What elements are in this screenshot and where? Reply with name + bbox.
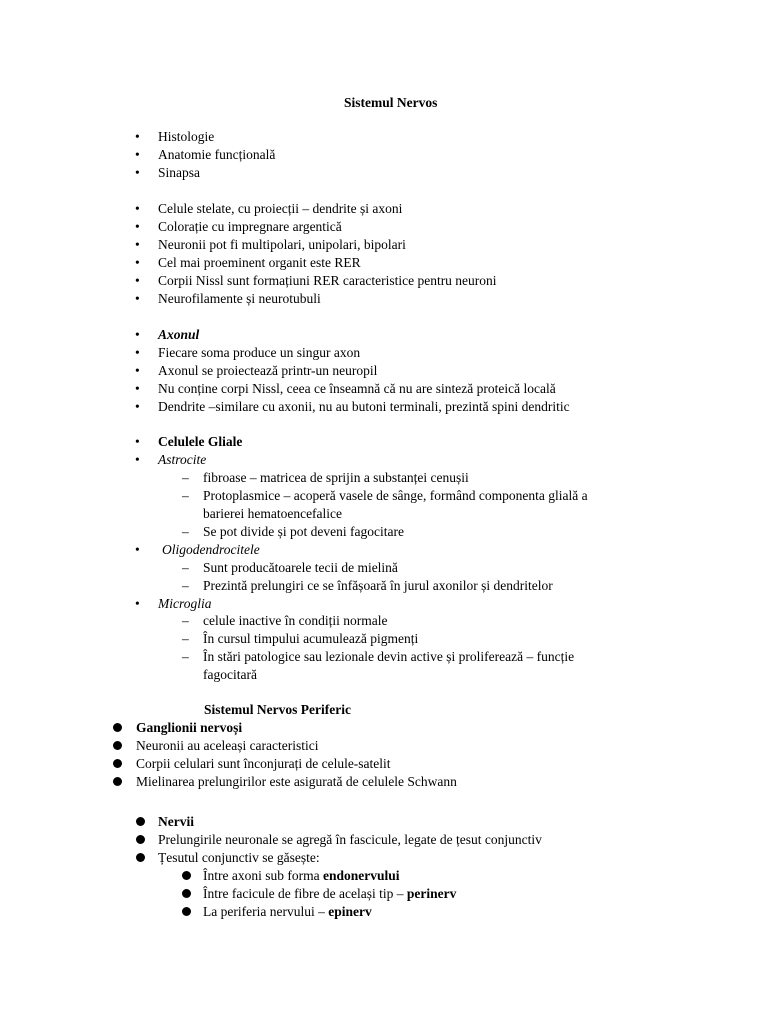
- section-title-periferic: Sistemul Nervos Periferic: [204, 702, 351, 717]
- list-item: Colorație cu impregnare argentică: [158, 219, 342, 234]
- subheading-microglia: Microglia: [158, 596, 212, 611]
- dash-icon: –: [182, 560, 189, 575]
- list-item: Anatomie funcțională: [158, 147, 276, 162]
- list-item-continuation: barierei hematoencefalice: [203, 506, 343, 521]
- list-item: Neuronii au aceleași caracteristici: [136, 738, 319, 753]
- list-item: Cel mai proeminent organit este RER: [158, 255, 361, 270]
- list-item: [203, 885, 456, 903]
- list-item: Fiecare soma produce un singur axon: [158, 345, 361, 360]
- list-item: În stări patologice sau lezionale devin active și proliferează – funcție: [203, 649, 575, 664]
- list-heading-ganglioni: Ganglionii nervoși: [136, 720, 243, 735]
- dash-icon: –: [182, 613, 189, 628]
- text-run: Între facicule de fibre de același tip –: [203, 886, 407, 901]
- text-run: Între axoni sub forma: [203, 868, 323, 883]
- bullet-icon: •: [135, 129, 140, 144]
- bullet-icon: •: [135, 273, 140, 288]
- list-item: Țesutul conjunctiv se găsește:: [158, 850, 320, 865]
- filled-circle-bullet-icon: [136, 817, 145, 826]
- term-epinerv: epinerv: [328, 904, 372, 919]
- bullet-icon: •: [135, 363, 140, 378]
- filled-circle-bullet-icon: [182, 889, 191, 898]
- dash-icon: –: [182, 524, 189, 539]
- filled-circle-bullet-icon: [113, 741, 122, 750]
- term-perinerv: perinerv: [406, 886, 457, 901]
- section-heading-axon: Axonul: [158, 327, 200, 342]
- list-item: Corpii Nissl sunt formațiuni RER caracteristice pentru neuroni: [158, 273, 497, 288]
- filled-circle-bullet-icon: [136, 835, 145, 844]
- subheading-oligodendrocite: Oligodendrocitele: [162, 542, 260, 557]
- list-item: Prelungirile neuronale se agregă în fascicule, legate de țesut conjunctiv: [158, 832, 542, 847]
- list-item: Mielinarea prelungirilor este asigurată de celulele Schwann: [136, 774, 457, 789]
- bullet-icon: •: [135, 237, 140, 252]
- list-item: Protoplasmice – acoperă vasele de sânge, formând componenta glială a: [203, 488, 588, 503]
- bullet-icon: •: [135, 219, 140, 234]
- bullet-icon: •: [135, 165, 140, 180]
- bullet-icon: •: [135, 327, 140, 342]
- bullet-icon: •: [135, 345, 140, 360]
- list-item: fibroase – matricea de sprijin a substanței cenușii: [203, 470, 469, 485]
- bullet-icon: •: [135, 201, 140, 216]
- filled-circle-bullet-icon: [182, 907, 191, 916]
- list-item: Sinapsa: [158, 165, 200, 180]
- subheading-astrocite: Astrocite: [158, 452, 207, 467]
- bullet-icon: •: [135, 381, 140, 396]
- dash-icon: –: [182, 488, 189, 503]
- filled-circle-bullet-icon: [136, 853, 145, 862]
- dash-icon: –: [182, 631, 189, 646]
- list-item: Prezintă prelungiri ce se înfășoară în jurul axonilor și dendritelor: [203, 578, 553, 593]
- list-item: Se pot divide și pot deveni fagocitare: [203, 524, 404, 539]
- filled-circle-bullet-icon: [182, 871, 191, 880]
- list-item: În cursul timpului acumulează pigmenți: [203, 631, 419, 646]
- dash-icon: –: [182, 649, 189, 664]
- list-item: Axonul se proiectează printr-un neuropil: [158, 363, 378, 378]
- bullet-icon: •: [135, 399, 140, 414]
- filled-circle-bullet-icon: [113, 759, 122, 768]
- dash-icon: –: [182, 578, 189, 593]
- filled-circle-bullet-icon: [113, 723, 122, 732]
- list-item: Celule stelate, cu proiecții – dendrite și axoni: [158, 201, 403, 216]
- filled-circle-bullet-icon: [113, 777, 122, 786]
- list-item: Dendrite –similare cu axonii, nu au butoni terminali, prezintă spini dendritic: [158, 399, 570, 414]
- dash-icon: –: [182, 470, 189, 485]
- bullet-icon: •: [135, 291, 140, 306]
- list-item: Neurofilamente și neurotubuli: [158, 291, 321, 306]
- list-item: celule inactive în condiții normale: [203, 613, 388, 628]
- list-item: Corpii celulari sunt înconjurați de celule-satelit: [136, 756, 391, 771]
- list-item: [203, 903, 372, 921]
- list-item: [203, 867, 400, 885]
- list-item: Neuronii pot fi multipolari, unipolari, bipolari: [158, 237, 406, 252]
- term-endonerv: endonervului: [322, 868, 400, 883]
- list-heading-nervii: Nervii: [158, 814, 194, 829]
- list-item: Histologie: [158, 129, 215, 144]
- bullet-icon: •: [135, 596, 140, 611]
- page-title: Sistemul Nervos: [344, 95, 438, 110]
- list-item: Nu conține corpi Nissl, ceea ce înseamnă că nu are sinteză proteică locală: [158, 381, 556, 396]
- bullet-icon: •: [135, 255, 140, 270]
- list-item: Sunt producătoarele tecii de mielină: [203, 560, 398, 575]
- bullet-icon: •: [135, 542, 140, 557]
- section-heading-glia: Celulele Gliale: [158, 434, 243, 449]
- list-item-continuation: fagocitară: [203, 667, 257, 682]
- bullet-icon: •: [135, 147, 140, 162]
- bullet-icon: •: [135, 434, 140, 449]
- bullet-icon: •: [135, 452, 140, 467]
- text-run: La periferia nervului –: [203, 904, 329, 919]
